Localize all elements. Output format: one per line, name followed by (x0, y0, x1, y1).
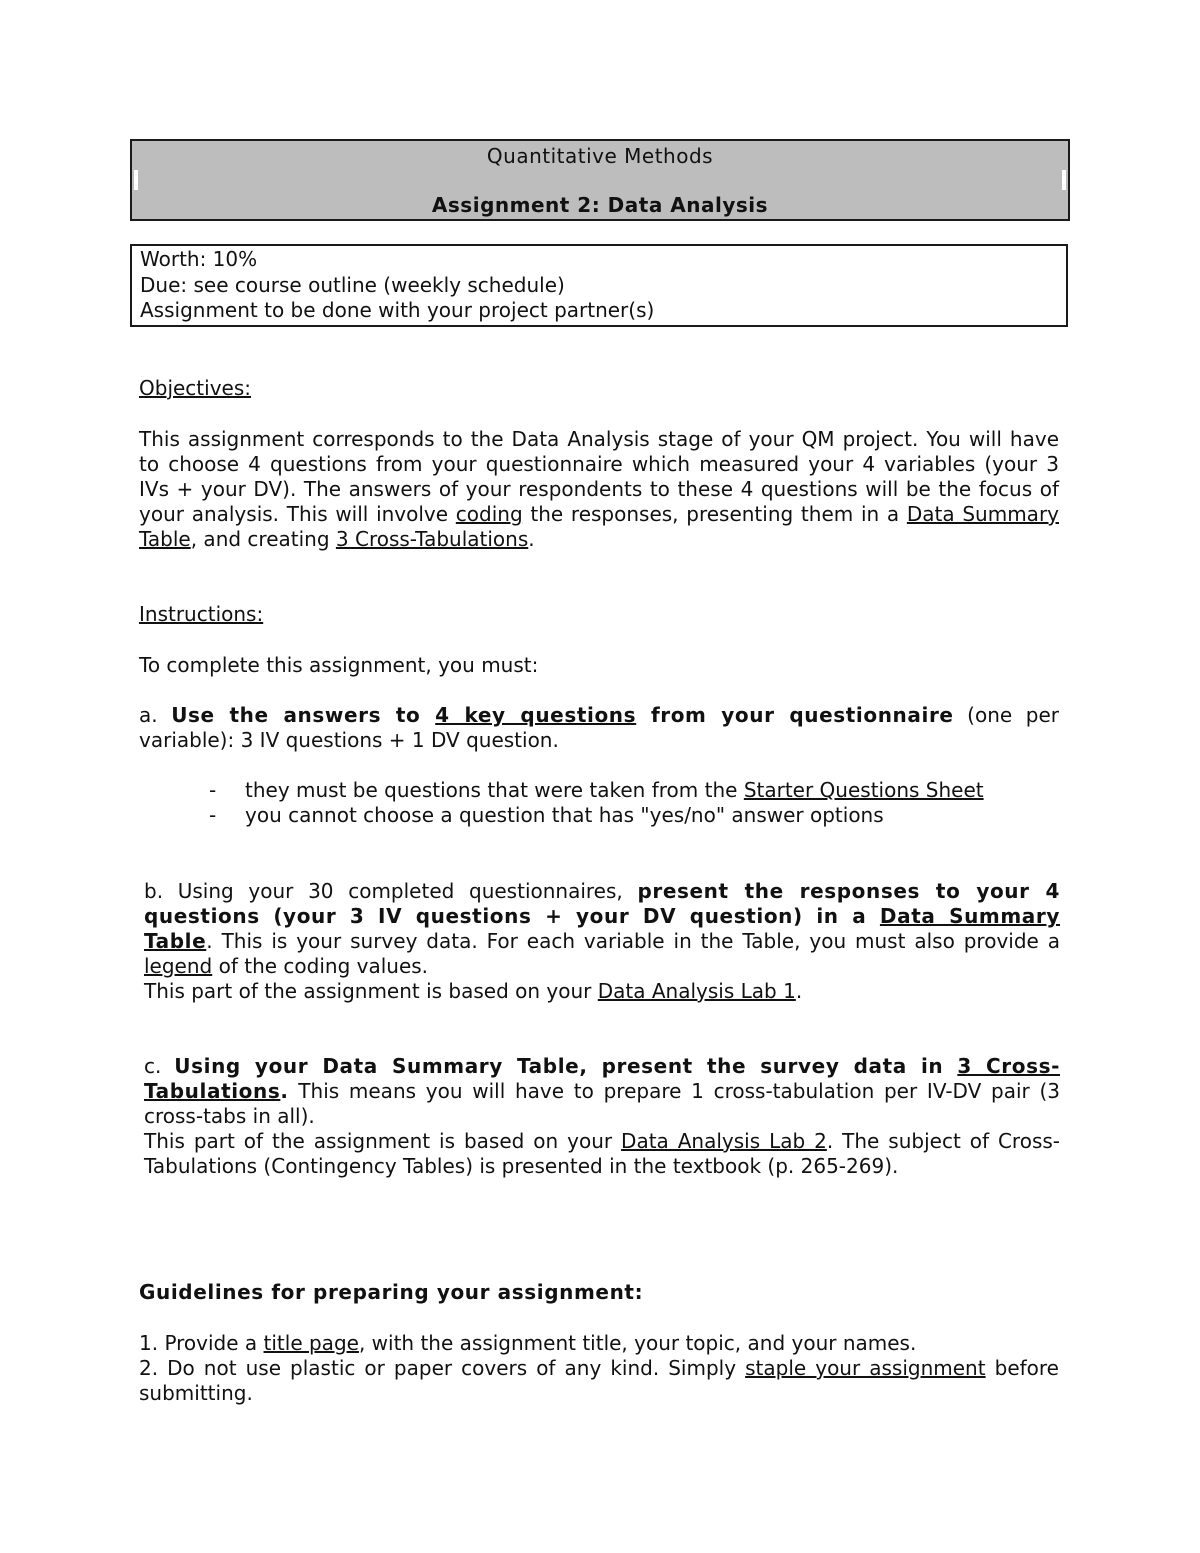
due-line: Due: see course outline (weekly schedule) (140, 272, 565, 297)
objectives-heading: Objectives: (139, 376, 251, 400)
data-analysis-lab-1-ref: Data Analysis Lab 1 (597, 979, 796, 1003)
key-questions-term: 4 key questions (435, 703, 637, 727)
cross-tabulations-term: 3 Cross-Tabulations (144, 1054, 1060, 1103)
instruction-a: a. Use the answers to 4 key questions from your questionnaire (one per variable): 3 IV questions + 1 DV question. (139, 703, 1059, 752)
assignment-title: Assignment 2: Data Analysis (431, 193, 769, 217)
legend-term: legend (144, 954, 213, 978)
instruction-c-lab: This part of the assignment is based on your Data Analysis Lab 2. The subject of Cross-Tabulations (Contingency Tables) is presented in the textbook (p. 265-269). (144, 1129, 1060, 1178)
right-margin-marker (1062, 170, 1066, 190)
instruction-c: c. Using your Data Summary Table, present the survey data in 3 Cross-Tabulations. This means you will have to prepare 1 cross-tabulation per IV-DV pair (3 cross-tabs in all). (144, 1054, 1060, 1128)
instructions-heading: Instructions: (139, 602, 264, 626)
cross-tabulations-term: 3 Cross-Tabulations (335, 527, 529, 551)
info-box (130, 244, 1068, 327)
data-summary-table-term: Data Summary Table (139, 502, 1059, 551)
coding-term: coding (455, 502, 523, 526)
starter-questions-sheet-link: Starter Questions Sheet (743, 778, 984, 802)
course-title: Quantitative Methods (486, 144, 714, 168)
list-item: - they must be questions that were taken from the Starter Questions Sheet (209, 778, 984, 802)
title-box (130, 139, 1070, 221)
instructions-intro: To complete this assignment, you must: (139, 653, 539, 677)
data-summary-table-term: Data Summary Table (144, 904, 1060, 953)
objectives-paragraph: This assignment corresponds to the Data Analysis stage of your QM project. You will have to choose 4 questions from your questionnaire which measured your 4 variables (your 3 IVs + your DV). The answers of your respondents to these 4 questions will be the focus of your analysis. This will involve coding the responses, presenting them in a Data Summary Table, and creating 3 Cross-Tabulations. (139, 427, 1059, 551)
staple-assignment-term: staple your assignment (745, 1356, 986, 1380)
partner-line: Assignment to be done with your project partner(s) (140, 298, 655, 322)
data-analysis-lab-2-ref: Data Analysis Lab 2 (621, 1129, 827, 1153)
list-item: - you cannot choose a question that has "yes/no" answer options (209, 803, 884, 827)
instruction-b: b. Using your 30 completed questionnaires, present the responses to your 4 questions (your 3 IV questions + your DV question) in a Data Summary Table. This is your survey data. For each variable in the Table, you must also provide a legend of the coding values. (144, 879, 1061, 978)
worth-line: Worth: 10% (140, 247, 258, 271)
title-page-term: title page (263, 1331, 359, 1355)
instruction-b-lab: This part of the assignment is based on your Data Analysis Lab 1. (144, 979, 803, 1003)
guidelines-heading: Guidelines for preparing your assignment: (139, 1280, 644, 1304)
left-margin-marker (134, 170, 138, 190)
guideline-2: 2. Do not use plastic or paper covers of any kind. Simply staple your assignment before submitting. (139, 1356, 1059, 1405)
guideline-1: 1. Provide a title page, with the assignment title, your topic, and your names. (139, 1331, 917, 1355)
